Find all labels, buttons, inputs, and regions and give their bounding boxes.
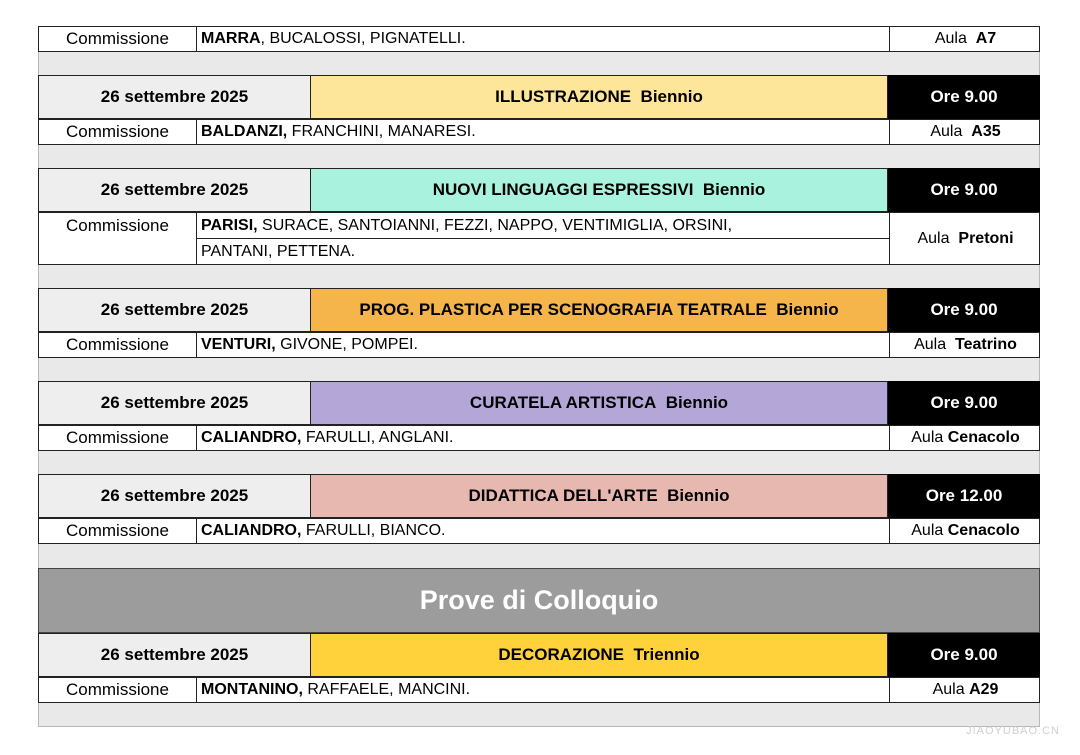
commission-row xyxy=(38,425,1040,451)
course-name: DECORAZIONE Triennio xyxy=(310,633,888,677)
room-cell: Aula A35 xyxy=(930,123,1001,140)
exam-date: 26 settembre 2025 xyxy=(38,288,310,332)
room-cell: Aula Pretoni xyxy=(917,229,1014,247)
exam-time: Ore 9.00 xyxy=(888,381,1040,425)
commission-label: Commissione xyxy=(39,213,197,264)
commission-label: Commissione xyxy=(39,426,197,450)
exam-header-row xyxy=(38,474,1040,518)
spacer-row xyxy=(38,544,1040,568)
watermark-logo: JIAOYUBAO.CN xyxy=(966,725,1060,737)
commission-label: Commissione xyxy=(39,27,197,51)
exam-header-row xyxy=(38,288,1040,332)
commission-label: Commissione xyxy=(39,120,197,144)
course-name: ILLUSTRAZIONE Biennio xyxy=(310,75,888,119)
commission-members: PARISI, SURACE, SANTOIANNI, FEZZI, NAPPO, VENTIMIGLIA, ORSINI, PANTANI, PETTENA. xyxy=(197,213,890,264)
commission-row xyxy=(38,212,1040,265)
exam-date: 26 settembre 2025 xyxy=(38,168,310,212)
spacer-row xyxy=(38,52,1040,75)
exam-date: 26 settembre 2025 xyxy=(38,633,310,677)
exam-time: Ore 9.00 xyxy=(888,75,1040,119)
exam-date: 26 settembre 2025 xyxy=(38,75,310,119)
exam-time: Ore 9.00 xyxy=(888,168,1040,212)
exam-header-row xyxy=(38,168,1040,212)
commission-row xyxy=(38,119,1040,145)
course-name: DIDATTICA DELL'ARTE Biennio xyxy=(310,474,888,518)
commission-row xyxy=(38,332,1040,358)
exam-date: 26 settembre 2025 xyxy=(38,474,310,518)
commission-members: CALIANDRO, FARULLI, BIANCO. xyxy=(197,519,890,543)
course-name: CURATELA ARTISTICA Biennio xyxy=(310,381,888,425)
room-cell: Aula Teatrino xyxy=(914,336,1017,353)
exam-header-row xyxy=(38,381,1040,425)
spacer-row xyxy=(38,145,1040,168)
commission-row xyxy=(38,26,1040,52)
exam-time: Ore 9.00 xyxy=(888,633,1040,677)
exam-header-row xyxy=(38,75,1040,119)
room-cell: Aula A29 xyxy=(932,681,999,698)
exam-time: Ore 9.00 xyxy=(888,288,1040,332)
commission-label: Commissione xyxy=(39,678,197,702)
course-name: PROG. PLASTICA PER SCENOGRAFIA TEATRALE Biennio xyxy=(310,288,888,332)
exam-header-row xyxy=(38,633,1040,677)
spacer-row xyxy=(38,451,1040,474)
spacer-row xyxy=(38,703,1040,727)
room-cell: Aula Cenacolo xyxy=(911,522,1020,539)
commission-row xyxy=(38,677,1040,703)
spacer-row xyxy=(38,265,1040,288)
section-title: Prove di Colloquio xyxy=(38,568,1040,633)
spacer-row xyxy=(38,358,1040,381)
commission-members: MONTANINO, RAFFAELE, MANCINI. xyxy=(197,678,890,702)
course-name: NUOVI LINGUAGGI ESPRESSIVI Biennio xyxy=(310,168,888,212)
commission-label: Commissione xyxy=(39,519,197,543)
exam-time: Ore 12.00 xyxy=(888,474,1040,518)
commission-members: VENTURI, GIVONE, POMPEI. xyxy=(197,333,890,357)
commission-row xyxy=(38,518,1040,544)
commission-members: BALDANZI, FRANCHINI, MANARESI. xyxy=(197,120,890,144)
commission-label: Commissione xyxy=(39,333,197,357)
room-cell: Aula Cenacolo xyxy=(911,429,1020,446)
commission-members: MARRA , BUCALOSSI, PIGNATELLI. xyxy=(197,27,890,51)
room-cell: Aula A7 xyxy=(934,30,997,47)
commission-members: CALIANDRO, FARULLI, ANGLANI. xyxy=(197,426,890,450)
exam-date: 26 settembre 2025 xyxy=(38,381,310,425)
